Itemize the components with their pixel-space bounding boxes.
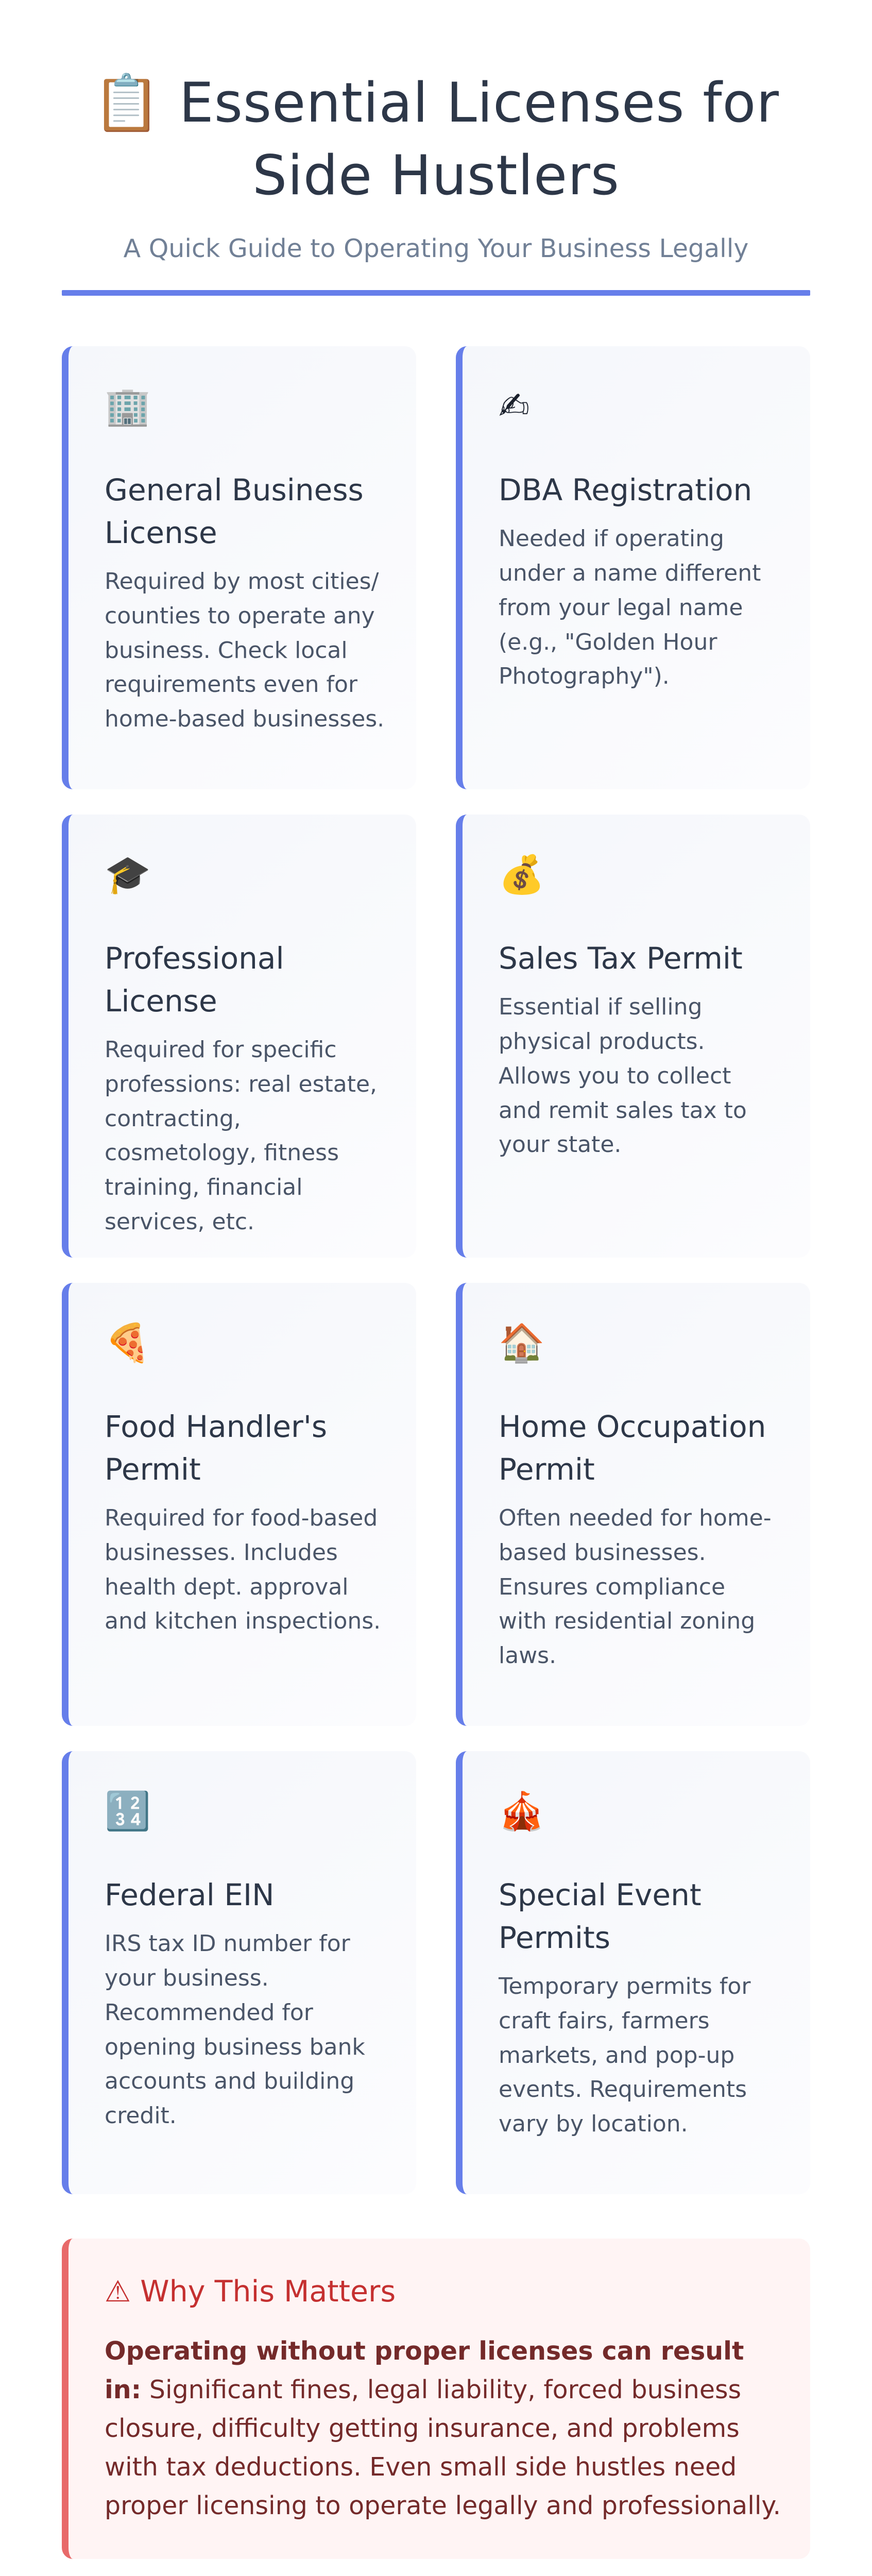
page-header	[62, 0, 810, 296]
license-card-professional	[62, 815, 416, 1258]
warning-box	[62, 2239, 810, 2559]
warning-text: Significant fines, legal liability, forced business closure, difficulty getting insurance, and problems with tax deductions. Even small side hustles need proper licensing to operate legally and professionally.	[105, 2375, 781, 2520]
warning-title-text: Why This Matters	[140, 2274, 396, 2309]
license-card-description: Needed if operating under a name different from your legal name (e.g., "Golden Hour Photography").	[499, 525, 761, 690]
license-card-sales-tax	[456, 815, 810, 1258]
license-card-description: Required by most cities/ counties to operate any business. Check local requirements even for home-based businesses.	[105, 568, 385, 733]
license-card-title: General Business License	[105, 472, 364, 550]
page-title-text: Essential Licenses for Side Hustlers	[179, 71, 779, 207]
license-card-special-event	[456, 1751, 810, 2194]
circus-tent-icon: 🎪	[499, 1789, 545, 1833]
license-card-description: Required for specific professions: real estate, contracting, cosmetology, fitness training, financial services, etc.	[105, 1036, 378, 1235]
license-card-general-business	[62, 346, 416, 789]
license-card-title: Home Occupation Permit	[499, 1409, 766, 1487]
warning-icon: ⚠	[105, 2274, 131, 2309]
license-card-home-occupation	[456, 1283, 810, 1726]
warning-body	[105, 2332, 784, 2526]
id-number-icon: 🔢	[105, 1789, 151, 1833]
license-card-dba	[456, 346, 810, 789]
license-card-federal-ein	[62, 1751, 416, 2194]
license-card-title: Federal EIN	[105, 1877, 275, 1912]
graduation-cap-icon: 🎓	[105, 852, 151, 896]
license-card-description: IRS tax ID number for your business. Recommended for opening business bank accounts and building credit.	[105, 1930, 365, 2129]
money-bag-icon: 💰	[499, 852, 545, 896]
page-title	[62, 67, 810, 212]
warning-title	[105, 2275, 784, 2309]
license-card-title: Food Handler's Permit	[105, 1409, 328, 1487]
license-card-food-handler	[62, 1283, 416, 1726]
house-icon: 🏠	[499, 1320, 545, 1364]
page-subtitle: A Quick Guide to Operating Your Business Legally	[123, 233, 749, 263]
food-icon: 🍕	[105, 1320, 151, 1364]
license-grid	[62, 346, 810, 2194]
license-card-description: Essential if selling physical products. Allows you to collect and remit sales tax to your state.	[499, 993, 747, 1158]
warning-lead: Operating without proper licenses can result in:	[105, 2336, 744, 2404]
license-card-title: DBA Registration	[499, 472, 753, 507]
header-divider	[62, 290, 810, 296]
license-card-description: Temporary permits for craft fairs, farmers markets, and pop-up events. Requirements vary by location.	[499, 1973, 751, 2138]
office-building-icon: 🏢	[105, 384, 151, 428]
writing-hand-icon: ✍	[499, 384, 530, 428]
license-card-title: Professional License	[105, 940, 284, 1019]
clipboard-icon: 📋	[93, 71, 162, 134]
license-card-title: Sales Tax Permit	[499, 940, 743, 976]
license-card-title: Special Event Permits	[499, 1877, 702, 1955]
license-card-description: Required for food-based businesses. Includes health dept. approval and kitchen inspections.	[105, 1504, 381, 1635]
license-card-description: Often needed for home-based businesses. Ensures compliance with residential zoning laws.	[499, 1504, 772, 1669]
